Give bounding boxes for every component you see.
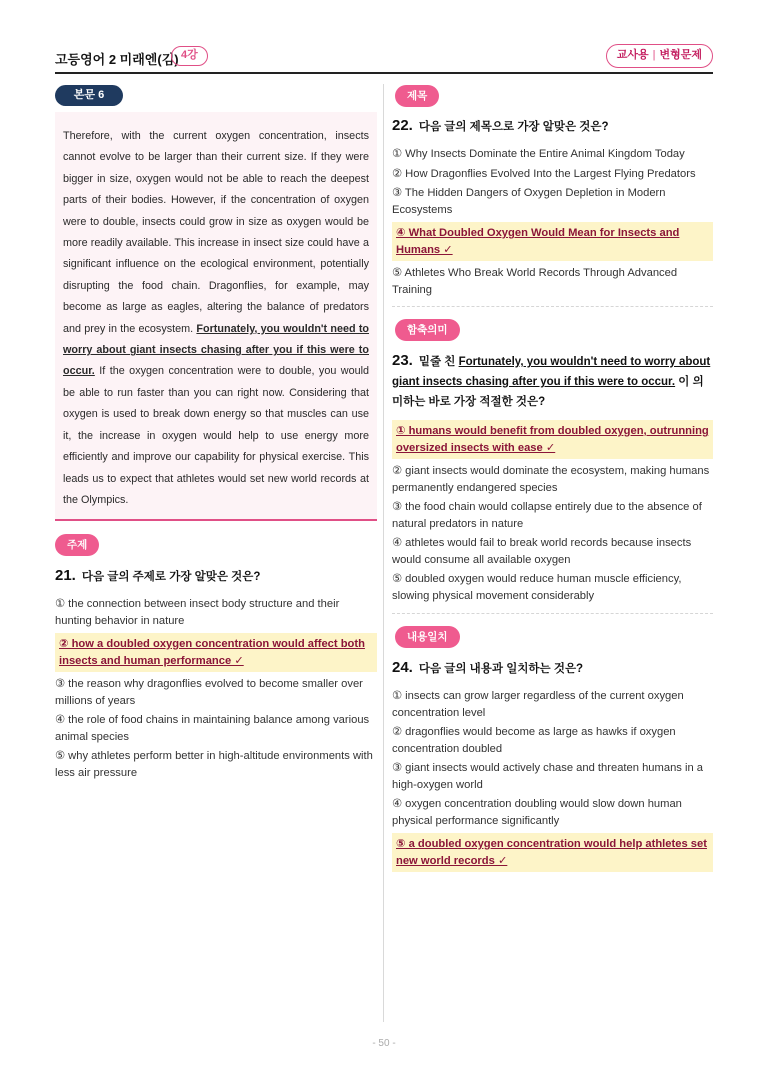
q22-stem-text: 다음 글의 제목으로 가장 알맞은 것은? [418,121,609,133]
q24-option-3[interactable]: ③ giant insects would actively chase and threaten humans in a high-oxygen world [392,762,704,791]
passage-underlined-sentence: Fortunately, you wouldn't need to worry about giant insects chasing after you if this were to occur. [63,322,370,378]
q23-stem [392,351,713,412]
q23-option-1-answer[interactable]: ① humans would benefit from doubled oxygen, outrunning oversized insects with ease ✓ [392,420,713,459]
q23-option-5[interactable]: ⑤ doubled oxygen would reduce human muscle efficiency, slowing physical movement considerably [392,573,682,602]
q22-option-2[interactable]: ② How Dragonflies Evolved Into the Largest Flying Predators [392,167,696,180]
passage-box [55,112,377,521]
q23-number: 23. [392,352,413,369]
passage-text-before: Therefore, with the current oxygen concentration, insects cannot evolve to be larger than their current size. If they were bigger in size, oxygen would not be able to reach the deepest parts of their bodies. However, if the concentration of oxygen were to double, insects could grow in size as oxygen would be more readily available. This increase in insect size could have a significant influence on the ecological environment, potentially disrupting the food chain. Dragonflies, for example, may become as large as eagles, altering the balance of predators and prey in the ecosystem. [63,130,369,335]
book-title: 고등영어 2 미래엔(김) [55,52,179,67]
q21-option-4[interactable]: ④ the role of food chains in maintaining balance among various animal species [55,714,370,743]
q21-type-label: 주제 [55,534,99,556]
q24-options [392,687,713,872]
q22-option-4-answer[interactable]: ④ What Doubled Oxygen Would Mean for Insects and Humans ✓ [392,222,713,261]
q24-stem-text: 다음 글의 내용과 일치하는 것은? [418,663,584,675]
q24-number: 24. [392,659,413,676]
edition-tag-left: 교사용 [616,49,649,61]
q21-option-1[interactable]: ① the connection between insect body structure and their hunting behavior in nature [55,598,340,627]
q24-option-1[interactable]: ① insects can grow larger regardless of the current oxygen concentration level [392,690,684,719]
question-21 [55,566,377,783]
passage-label: 본문 6 [55,85,123,106]
page-number: - 50 - [372,1038,396,1049]
q21-option-5[interactable]: ⑤ why athletes perform better in high-altitude environments with less air pressure [55,750,373,779]
q24-option-4[interactable]: ④ oxygen concentration doubling would slow down human physical performance significantly [392,798,682,827]
q23-stem-underlined: Fortunately, you wouldn't need to worry about giant insects chasing after you if this were to occur. [392,356,711,388]
edition-tag [606,44,713,68]
q24-option-2[interactable]: ② dragonflies would become as large as hawks if oxygen concentration doubled [392,726,676,755]
q24-stem [392,658,713,679]
q22-option-5[interactable]: ⑤ Athletes Who Break World Records Through Advanced Training [392,267,678,296]
q22-type-label: 제목 [395,85,439,107]
q21-options [55,595,377,783]
column-divider [383,84,384,1022]
edition-tag-right: 변형문제 [659,49,702,61]
q23-type-label: 함축의미 [395,319,460,341]
q23-option-4[interactable]: ④ athletes would fail to break world records because insects would consume all available oxygen [392,537,692,566]
q22-number: 22. [392,117,413,134]
q21-option-2-answer[interactable]: ② how a doubled oxygen concentration would affect both insects and human performance ✓ [55,633,377,672]
question-23 [392,351,713,606]
q23-stem-prefix: 밑줄 친 [418,356,459,368]
q21-number: 21. [55,567,76,584]
q22-option-1[interactable]: ① Why Insects Dominate the Entire Animal Kingdom Today [392,148,685,160]
page-header [55,44,713,74]
question-22 [392,116,713,300]
q23-option-2[interactable]: ② giant insects would dominate the ecosystem, making humans permanently endangered species [392,465,710,494]
edition-tag-separator: | [652,49,656,61]
q21-stem [55,566,377,587]
q24-option-5-answer[interactable]: ⑤ a doubled oxygen concentration would help athletes set new world records ✓ [392,833,713,872]
q23-stem-suffix: 이 의미하는 바로 가장 적절한 것은? [392,376,704,408]
section-separator [392,613,713,614]
q23-options [392,420,713,606]
q23-option-3[interactable]: ③ the food chain would collapse entirely due to the absence of natural predators in nature [392,501,702,530]
q21-stem-text: 다음 글의 주제로 가장 알맞은 것은? [81,571,261,583]
q22-stem [392,116,713,137]
section-separator [392,306,713,307]
lesson-badge: 4강 [171,46,208,66]
question-24 [392,658,713,875]
passage-text-after: If the oxygen concentration were to double, you would be able to run faster than you can right now. Considering that oxygen is used to break down energy so that muscles can use it, the increase in oxygen would help to use energy more efficiently and improve our capability for physical exercise. This leads us to expect that athletes would set new world records at the Olympics. [63,365,369,506]
q21-option-3[interactable]: ③ the reason why dragonflies evolved to become smaller over millions of years [55,678,363,707]
q22-options [392,145,713,300]
q24-type-label: 내용일치 [395,626,460,648]
q22-option-3[interactable]: ③ The Hidden Dangers of Oxygen Depletion in Modern Ecosystems [392,187,666,216]
